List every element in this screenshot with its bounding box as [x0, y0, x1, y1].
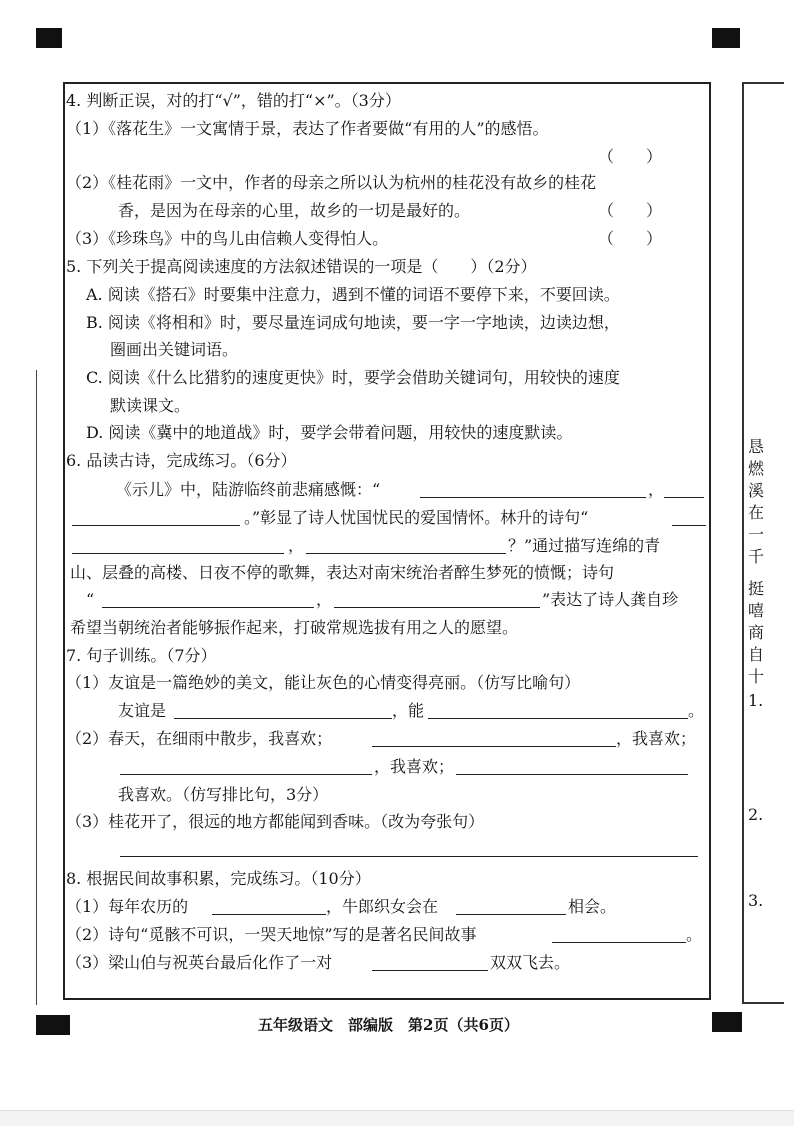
next-page-text: 千	[748, 547, 765, 566]
q8-s2-prefix: （2）诗句“觅骸不可识，一哭天地惊”写的是著名民间故事	[66, 925, 477, 944]
q7-blank-1[interactable]	[174, 718, 392, 719]
q6-line-2: 。”彰显了诗人忧国忧民的爱国情怀。林升的诗句“	[244, 508, 589, 527]
q7-s2-end: 我喜欢。（仿写排比句，3分）	[118, 785, 329, 804]
registration-mark-bottom-left	[36, 1015, 70, 1035]
binding-line	[36, 370, 37, 1005]
q6-blank-6[interactable]	[334, 607, 540, 608]
q6-line-1: 《示儿》中，陆游临终前悲痛感慨：“	[116, 480, 381, 499]
q6-line-6: 希望当朝统治者能够振作起来，打破常规选拔有用之人的愿望。	[70, 618, 519, 637]
q6-line-4: 山、层叠的高楼、日夜不停的歌舞，表达对南宋统治者醉生梦死的愤慨；诗句	[70, 563, 615, 582]
q4-item-3: （3）《珍珠鸟》中的鸟儿由信赖人变得怕人。	[66, 229, 389, 248]
registration-mark-top-left	[36, 28, 62, 48]
q5-option-b: B. 阅读《将相和》时，要尽量连词成句地读，要一字一字地读，边读边想，	[86, 313, 620, 332]
q4-item-1: （1）《落花生》一文寓情于景，表达了作者要做“有用的人”的感悟。	[66, 119, 549, 138]
next-page-text: 燃	[748, 459, 765, 478]
q8-s3-end: 双双飞去。	[490, 953, 571, 972]
q8-s3-prefix: （3）梁山伯与祝英台最后化作了一对	[66, 953, 333, 972]
q6-blank-3a[interactable]	[672, 525, 706, 526]
registration-mark-top-right	[712, 28, 740, 48]
q5-option-b-cont: 圈画出关键词语。	[110, 340, 239, 359]
q8-title: 8. 根据民间故事积累，完成练习。（10分）	[66, 869, 371, 888]
q7-blank-2[interactable]	[428, 718, 688, 719]
q6-comma-3: ，	[316, 590, 333, 609]
q4-item-2-cont: 香，是因为在母亲的心里，故乡的一切是最好的。	[118, 201, 471, 220]
next-page-text: 商	[748, 623, 765, 642]
q5-option-a: A. 阅读《搭石》时要集中注意力，遇到不懂的词语不要停下来，不要回读。	[86, 285, 620, 304]
q8-s1-end: 相会。	[568, 897, 617, 916]
q8-s1-prefix: （1）每年农历的	[66, 897, 189, 916]
q7-blank-5[interactable]	[456, 774, 688, 775]
q6-comma-1: ，	[648, 480, 665, 499]
q8-blank-3[interactable]	[552, 942, 686, 943]
q6-blank-3b[interactable]	[72, 553, 284, 554]
page-footer: 五年级语文 部编版 第2页（共6页）	[258, 1016, 519, 1034]
next-page-text: 十	[748, 667, 765, 686]
q7-blank-3[interactable]	[372, 746, 616, 747]
q7-blank-4[interactable]	[120, 774, 372, 775]
q4-title: 4. 判断正误，对的打“√”，错的打“×”。（3分）	[66, 91, 401, 110]
next-page-text: 3.	[748, 891, 764, 910]
q8-blank-4[interactable]	[372, 970, 488, 971]
q4-answer-bracket-1[interactable]: （ ）	[598, 147, 663, 166]
next-page-text: 1.	[748, 691, 764, 710]
q7-s1-end: 。	[688, 701, 705, 720]
q8-s1-mid: ，牛郎织女会在	[326, 897, 439, 916]
q7-blank-6[interactable]	[120, 856, 698, 857]
next-page-text: 嘻	[748, 601, 765, 620]
q6-blank-5[interactable]	[102, 607, 314, 608]
q4-answer-bracket-3[interactable]: （ ）	[598, 229, 663, 248]
next-page-text: 2.	[748, 805, 764, 824]
q8-blank-1[interactable]	[212, 914, 326, 915]
q6-blank-2a[interactable]	[664, 497, 704, 498]
next-page-text: 挺	[748, 579, 765, 598]
q7-sentence-2: （2）春天，在细雨中散步，我喜欢；	[66, 729, 333, 748]
q7-title: 7. 句子训练。（7分）	[66, 646, 217, 665]
next-page-text: 恳	[748, 437, 765, 456]
q6-quote-open: “	[86, 590, 95, 609]
scan-edge	[0, 1110, 794, 1126]
q8-blank-2[interactable]	[456, 914, 566, 915]
q8-s2-end: 。	[686, 925, 703, 944]
q6-title: 6. 品读古诗，完成练习。（6分）	[66, 451, 297, 470]
q6-line-3: ？”通过描写连绵的青	[508, 536, 661, 555]
q4-item-2: （2）《桂花雨》一文中，作者的母亲之所以认为杭州的桂花没有故乡的桂花	[66, 173, 597, 192]
q6-blank-4[interactable]	[306, 553, 506, 554]
q7-s2-mid-2: ，我喜欢；	[374, 757, 455, 776]
next-page-text: 自	[748, 645, 765, 664]
q6-blank-2b[interactable]	[72, 525, 240, 526]
q6-line-5: ”表达了诗人龚自珍	[542, 590, 679, 609]
q5-option-c-cont: 默读课文。	[110, 396, 191, 415]
q7-sentence-3: （3）桂花开了，很远的地方都能闻到香味。（改为夸张句）	[66, 812, 485, 831]
q4-answer-bracket-2[interactable]: （ ）	[598, 201, 663, 220]
next-page-text: 在	[748, 503, 765, 522]
q7-s2-mid: ，我喜欢；	[616, 729, 697, 748]
registration-mark-bottom-right	[712, 1012, 742, 1032]
q5-option-c: C. 阅读《什么比猎豹的速度更快》时，要学会借助关键词句，用较快的速度	[86, 368, 620, 387]
q6-comma-2: ，	[288, 536, 305, 555]
q7-s1-prefix: 友谊是	[118, 701, 167, 720]
q6-blank-1[interactable]	[420, 497, 646, 498]
q5-title: 5. 下列关于提高阅读速度的方法叙述错误的一项是（ ）（2分）	[66, 257, 537, 276]
q7-sentence-1: （1）友谊是一篇绝妙的美文，能让灰色的心情变得亮丽。（仿写比喻句）	[66, 673, 581, 692]
next-page-text: 溪	[748, 481, 765, 500]
q5-option-d: D. 阅读《冀中的地道战》时，要学会带着问题，用较快的速度默读。	[86, 423, 573, 442]
next-page-text: 一	[748, 525, 765, 544]
q7-s1-mid: ，能	[392, 701, 425, 720]
